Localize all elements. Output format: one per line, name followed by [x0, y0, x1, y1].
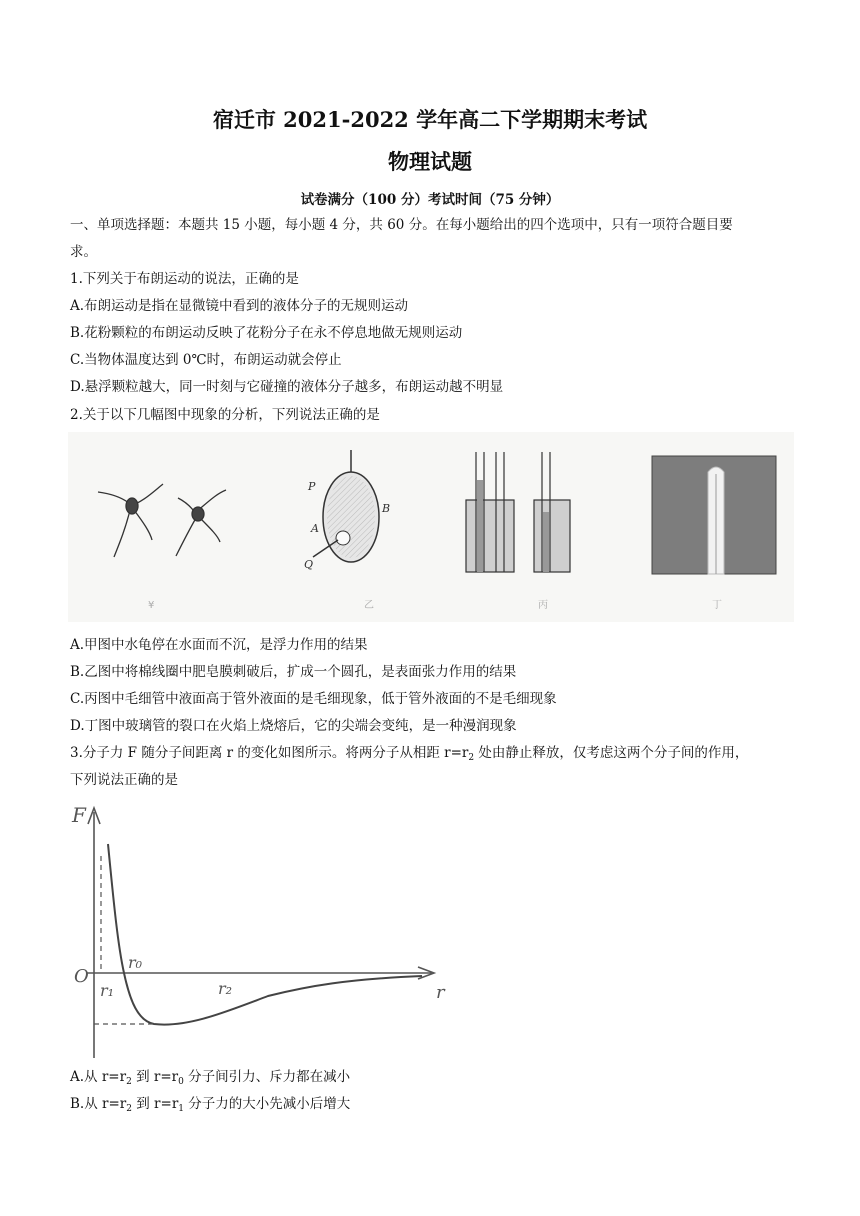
q2-option-b: B.乙图中将棉线圈中肥皂膜刺破后，扩成一个圆孔，是表面张力作用的结果	[70, 664, 517, 680]
q2-stem: 2.关于以下几幅图中现象的分析，下列说法正确的是	[70, 407, 380, 423]
q1-option-c: C.当物体温度达到 0℃时，布朗运动就会停止	[70, 352, 342, 368]
exam-title: 宿迁市 2021-2022 学年高二下学期期末考试	[212, 107, 648, 132]
label-b: B	[382, 502, 391, 515]
q3-option-a	[70, 1067, 800, 1087]
x-axis-label: r	[436, 982, 445, 1003]
section-intro-line1: 一、单项选择题：本题共 15 小题，每小题 4 分，共 60 分。在每小题给出的四个选项中，只有一项符合题目要	[70, 217, 733, 233]
label-p: P	[308, 480, 316, 493]
figure-glass-tube	[652, 456, 776, 574]
y-axis-label: F	[72, 803, 86, 827]
q1-stem: 1.下列关于布朗运动的说法，正确的是	[70, 271, 299, 287]
q3-option-b-text3: 分子力的大小先减小后增大	[184, 1096, 351, 1112]
q3-stem-line2: 下列说法正确的是	[70, 772, 178, 788]
q3-stem-text: 3.分子力 F 随分子间距离 r 的变化如图所示。将两分子从相距 r=r	[70, 745, 469, 761]
figure-caption-1: ¥	[148, 600, 155, 611]
q3-option-b-sub1: 2	[126, 1104, 132, 1114]
q3-option-b-sub2: 1	[178, 1104, 185, 1114]
r2-label: r₂	[218, 979, 233, 998]
q3-stem-subscript: 2	[468, 753, 475, 763]
q2-option-d: D.丁图中玻璃管的裂口在火焰上烧熔后，它的尖端会变纯，是一种漫润现象	[70, 718, 517, 734]
q3-option-a-text3: 分子间引力、斥力都在减小	[183, 1069, 351, 1085]
q3-force-graph	[68, 796, 458, 1062]
label-a: A	[311, 522, 319, 535]
q3-option-b	[70, 1094, 800, 1114]
figure-caption-4: 丁	[712, 600, 722, 611]
q2-figures	[68, 432, 794, 622]
q2-option-c: C.丙图中毛细管中液面高于管外液面的是毛细现象，低于管外液面的不是毛细现象	[70, 691, 557, 707]
q3-option-a-text1: A.从 r=r	[70, 1069, 127, 1085]
q3-stem-text-end: 处由静止释放，仅考虑这两个分子间的作用，	[474, 745, 749, 761]
figure-caption-2: 乙	[364, 600, 374, 611]
q1-option-d: D.悬浮颗粒越大，同一时刻与它碰撞的液体分子越多，布朗运动越不明显	[70, 379, 504, 395]
q3-stem-line1	[70, 743, 800, 763]
q3-option-a-sub2: 0	[178, 1077, 184, 1087]
section-intro-line2: 求。	[70, 244, 97, 260]
q1-option-b: B.花粉颗粒的布朗运动反映了花粉分子在永不停息地做无规则运动	[70, 325, 463, 341]
q2-option-a: A.甲图中水龟停在水面而不沉，是浮力作用的结果	[70, 637, 368, 653]
origin-label: O	[74, 966, 89, 987]
exam-info: 试卷满分（100 分）考试时间（75 分钟）	[300, 192, 560, 208]
q3-option-b-text1: B.从 r=r	[70, 1096, 127, 1112]
q3-option-b-text2: 到 r=r	[131, 1096, 179, 1112]
q1-option-a: A.布朗运动是指在显微镜中看到的液体分子的无规则运动	[70, 298, 409, 314]
r0-label: r₀	[128, 953, 143, 972]
label-q: Q	[304, 558, 314, 571]
r1-label: r₁	[100, 981, 115, 1000]
exam-subject: 物理试题	[388, 149, 472, 174]
force-curve	[108, 844, 422, 1025]
q3-option-a-text2: 到 r=r	[131, 1069, 179, 1085]
figure-caption-3: 丙	[538, 600, 548, 611]
q3-option-a-sub1: 2	[126, 1077, 132, 1087]
